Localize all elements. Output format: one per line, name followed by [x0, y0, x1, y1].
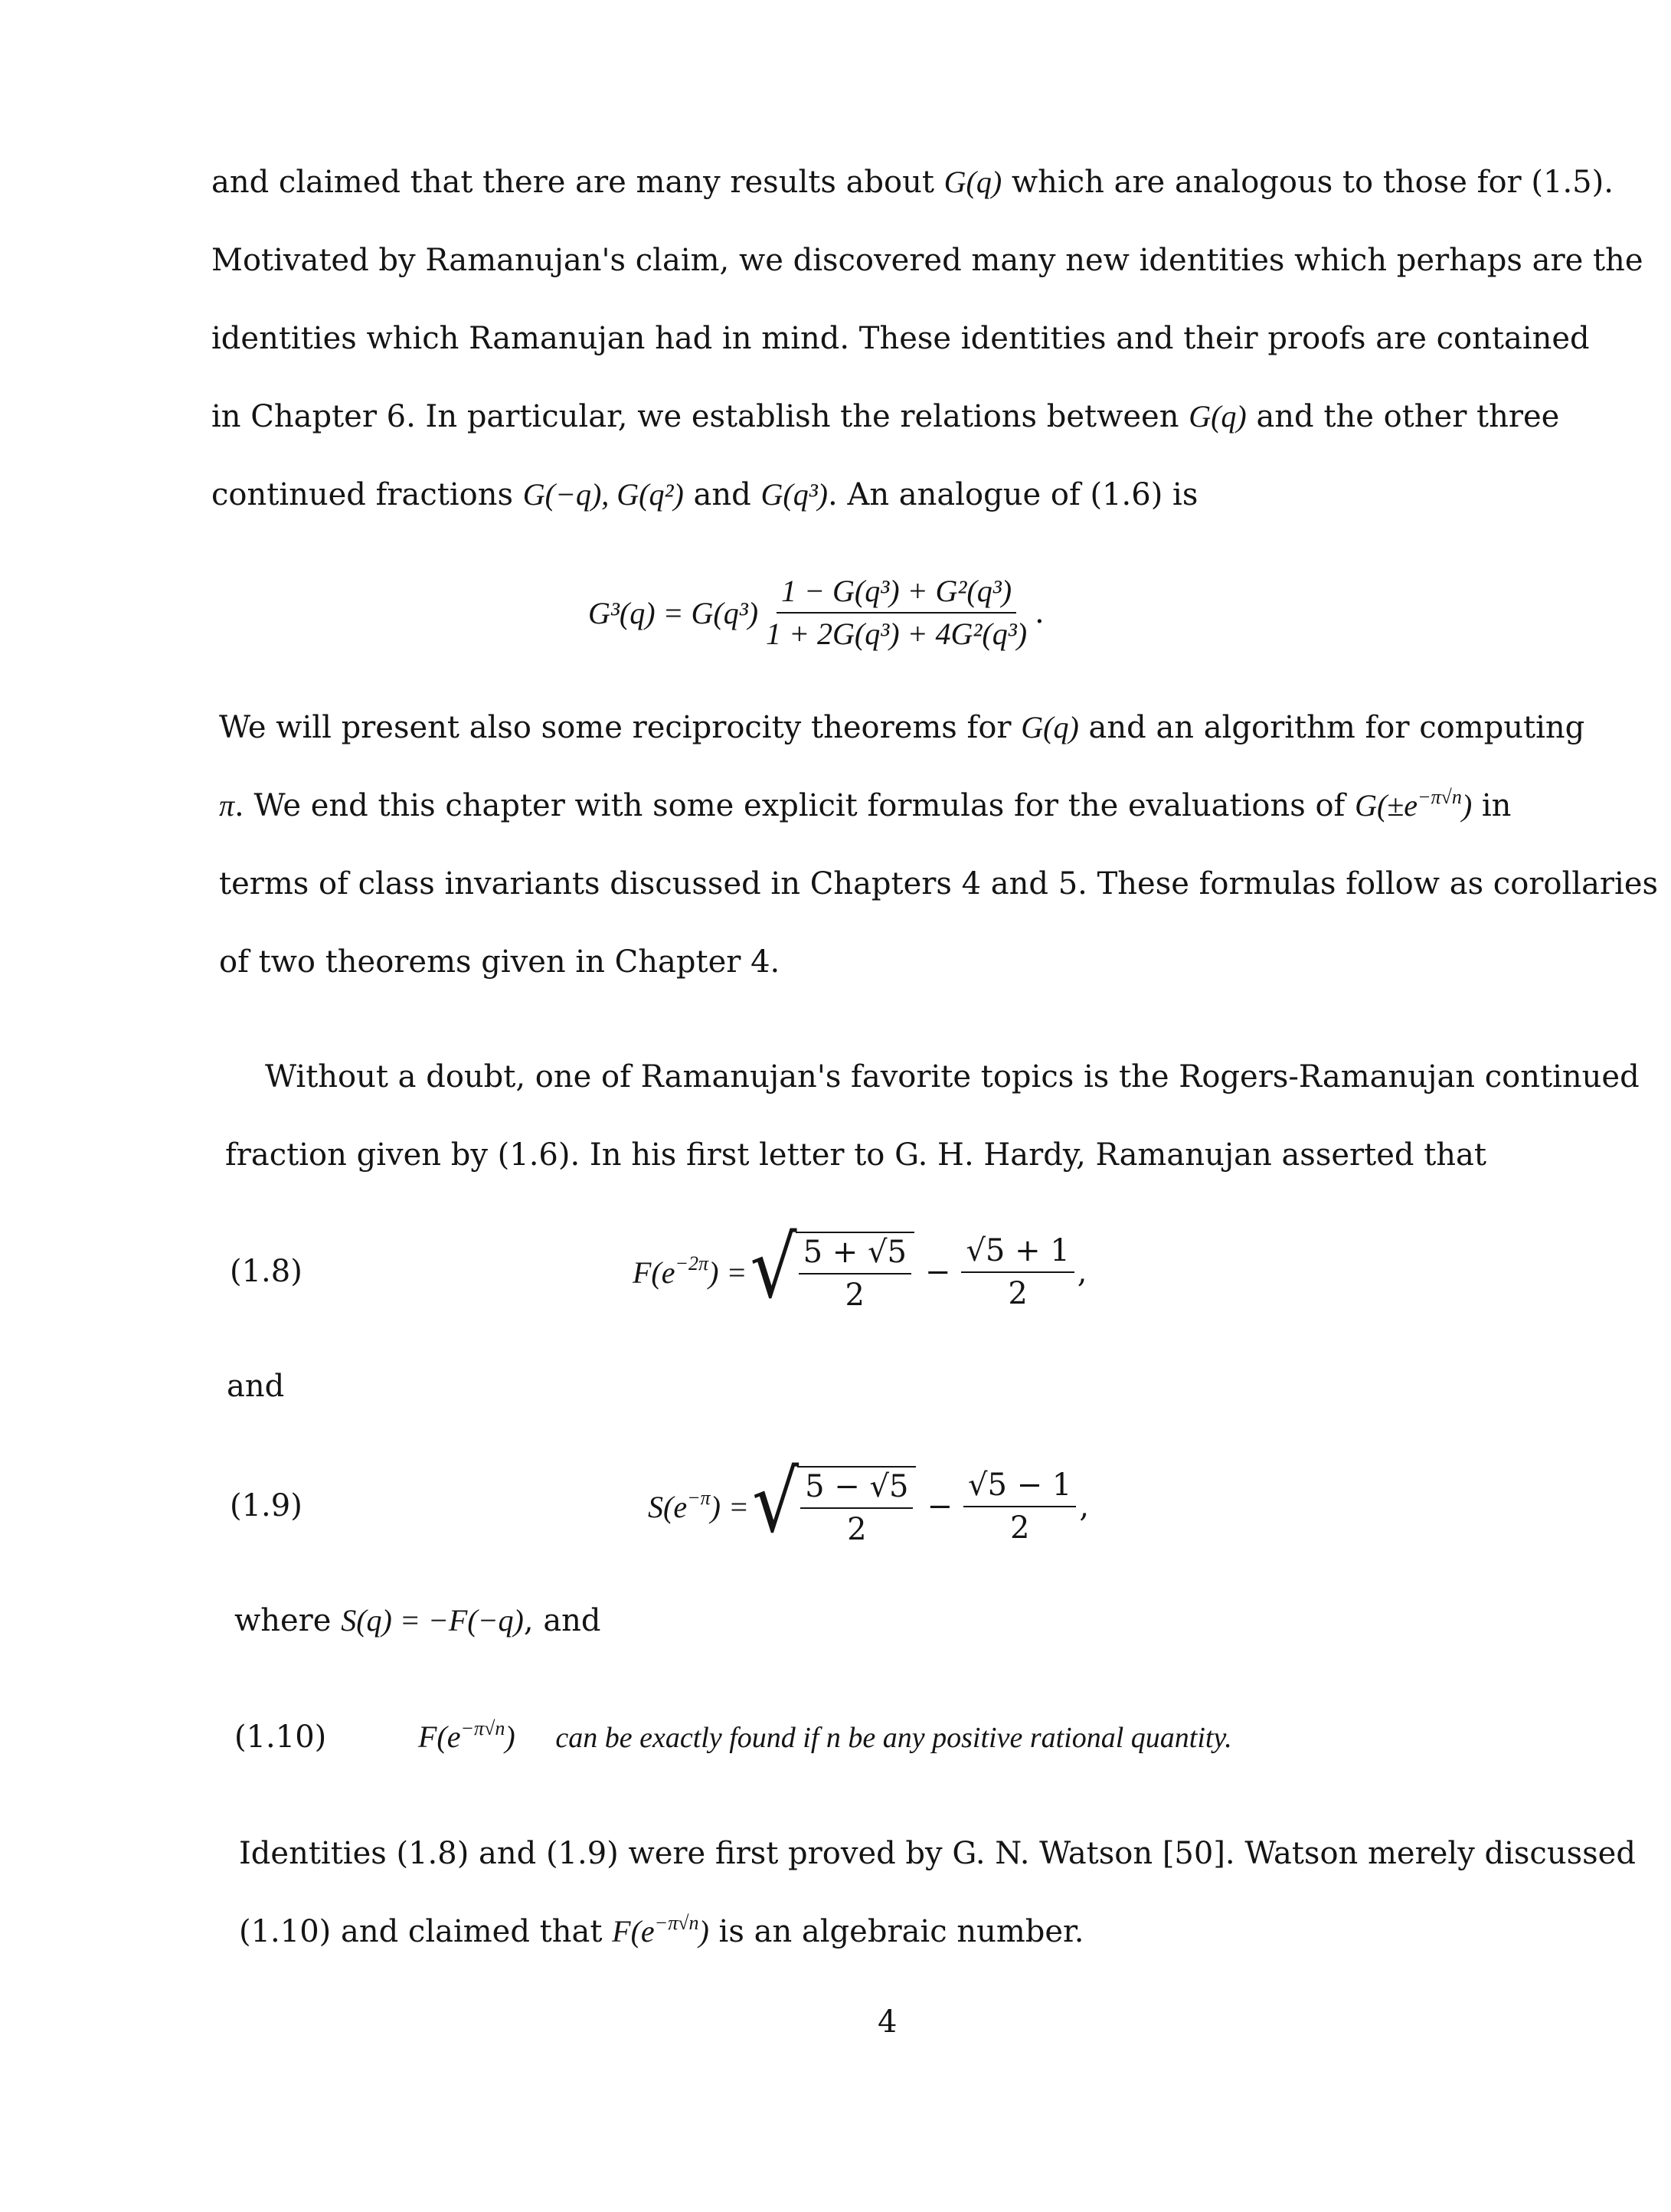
- math-sup: −π√n: [1417, 785, 1462, 808]
- para1-line3: [211, 320, 1590, 357]
- para3-line2: [225, 1137, 1486, 1173]
- eq-lhs: G³(q) = G(q³): [588, 595, 759, 630]
- eq-fraction: [761, 574, 1032, 652]
- math-F: [612, 1911, 709, 1949]
- math-sup: −2π: [675, 1252, 709, 1275]
- math-part: F(e: [612, 1914, 655, 1949]
- eq18-frac2: [961, 1233, 1074, 1311]
- eq19-label: (1.9): [230, 1488, 302, 1523]
- eq18-label: (1.8): [230, 1254, 302, 1289]
- eq19-den1: 2: [847, 1512, 867, 1547]
- math-sup: −π: [687, 1487, 711, 1510]
- text-run: in Chapter 6. In particular, we establish the relations between: [211, 399, 1189, 434]
- eq18-den1: 2: [845, 1278, 865, 1313]
- text-run: Without a doubt, one of Ramanujan's favorite topics is the Rogers-Ramanujan continued: [265, 1059, 1640, 1095]
- math-Gq: G(q): [1021, 710, 1079, 744]
- math-Gq: G(q): [1189, 399, 1247, 434]
- eq18-num2: √5 + 1: [961, 1233, 1074, 1273]
- text-run: (1.10) and claimed that: [239, 1914, 613, 1949]
- eq18-frac1: [799, 1235, 911, 1313]
- text-run: is an algebraic number.: [708, 1914, 1084, 1949]
- text-run: and: [683, 477, 761, 512]
- math-part: ): [505, 1720, 515, 1754]
- radical-sign: √: [750, 1218, 797, 1317]
- para2-line3: [219, 865, 1659, 902]
- math-sup: −π√n: [654, 1911, 699, 1934]
- text-run: Motivated by Ramanujan's claim, we discovered many new identities which perhaps are the: [211, 243, 1643, 278]
- eq-denominator: 1 + 2G(q³) + 4G²(q³): [766, 617, 1028, 651]
- math-part: G(±e: [1355, 788, 1418, 823]
- math-Gpm: [1355, 785, 1473, 823]
- eq-end: .: [1035, 595, 1045, 630]
- para4-line1: [239, 1835, 1636, 1872]
- text-run: in: [1472, 788, 1512, 823]
- equation-1-8: [633, 1215, 1087, 1330]
- para1-line1: [211, 164, 1614, 201]
- text-run: where: [234, 1603, 342, 1638]
- math-pi: π: [219, 788, 235, 823]
- text-run: and claimed that there are many results about: [211, 165, 944, 200]
- text-run: , and: [523, 1603, 601, 1638]
- text-run: fraction given by (1.6). In his first letter to G. H. Hardy, Ramanujan asserted that: [225, 1137, 1486, 1173]
- math-Gmq: G(−q),: [522, 477, 617, 512]
- para4-line2: [239, 1913, 1084, 1950]
- math-part: ): [698, 1914, 709, 1949]
- eq18-minus: −: [924, 1255, 951, 1290]
- eq19-minus: −: [927, 1489, 953, 1524]
- para2-line1: [219, 709, 1585, 746]
- math-part: F(e: [633, 1255, 675, 1290]
- math-part: F(e: [418, 1720, 461, 1754]
- para3-line1: [265, 1059, 1640, 1095]
- math-SF: S(q) = −F(−q): [341, 1603, 524, 1638]
- page-number: 4: [878, 2004, 898, 2040]
- text-run: . We end this chapter with some explicit formulas for the evaluations of: [234, 788, 1355, 823]
- eq110-lhs: [418, 1716, 515, 1754]
- eq19-frac1: [800, 1469, 913, 1547]
- text-run: We will present also some reciprocity theorems for: [219, 710, 1022, 745]
- text-run: identities which Ramanujan had in mind. These identities and their proofs are contained: [211, 321, 1590, 356]
- eq19-den2: 2: [1009, 1510, 1030, 1546]
- text-run: and the other three: [1246, 399, 1560, 434]
- equation-1-9: [648, 1449, 1089, 1564]
- and-line: and: [227, 1369, 285, 1404]
- eq110-statement: can be exactly found if n be any positive rational quantity.: [555, 1722, 1232, 1754]
- eq18-end: ,: [1077, 1255, 1087, 1290]
- text-run: Identities (1.8) and (1.9) were first proved by G. N. Watson [50]. Watson merely discussed: [239, 1836, 1636, 1871]
- text-run: continued fractions: [211, 477, 523, 512]
- math-part: ): [1461, 788, 1473, 823]
- where-line: [234, 1602, 601, 1639]
- eq19-frac2: [963, 1468, 1076, 1546]
- para2-line2: [219, 787, 1510, 824]
- radical-sign: √: [751, 1452, 800, 1552]
- eq-numerator: 1 − G(q³) + G²(q³): [777, 574, 1016, 614]
- eq19-lhs: [648, 1489, 749, 1525]
- para1-line2: [211, 242, 1643, 279]
- eq19-end: ,: [1079, 1489, 1090, 1524]
- text-run: and an algorithm for computing: [1078, 710, 1585, 745]
- math-Gq: G(q): [943, 165, 1002, 199]
- math-Gq3: G(q³): [760, 477, 829, 512]
- math-part: ) =: [708, 1255, 747, 1290]
- eq18-den2: 2: [1008, 1276, 1028, 1311]
- para1-line5: [211, 476, 1503, 513]
- eq18-num1: 5 + √5: [799, 1235, 911, 1275]
- math-part: ) =: [710, 1489, 749, 1524]
- eq18-lhs: [633, 1252, 747, 1291]
- eq110-label: (1.10): [234, 1720, 327, 1755]
- math-Gq2: G(q²): [616, 477, 684, 512]
- para2-line4: [219, 944, 780, 980]
- para1-line4: [211, 398, 1560, 435]
- radicand: [797, 1466, 916, 1547]
- eq19-num1: 5 − √5: [800, 1469, 913, 1509]
- text-run: . An analogue of (1.6) is: [828, 477, 1198, 512]
- text-run: which are analogous to those for (1.5).: [1002, 165, 1614, 200]
- math-sup: −π√n: [460, 1716, 505, 1739]
- math-part: S(e: [648, 1489, 688, 1524]
- radicand: [796, 1232, 914, 1313]
- text-run: of two theorems given in Chapter 4.: [219, 944, 780, 980]
- eq18-sqrt: [750, 1218, 914, 1317]
- statement-1-10: [418, 1716, 1232, 1756]
- eq19-sqrt: [751, 1452, 917, 1552]
- equation-g3: [588, 559, 1045, 666]
- eq19-num2: √5 − 1: [963, 1468, 1076, 1507]
- text-run: terms of class invariants discussed in Chapters 4 and 5. These formulas follow as corollaries: [219, 866, 1659, 901]
